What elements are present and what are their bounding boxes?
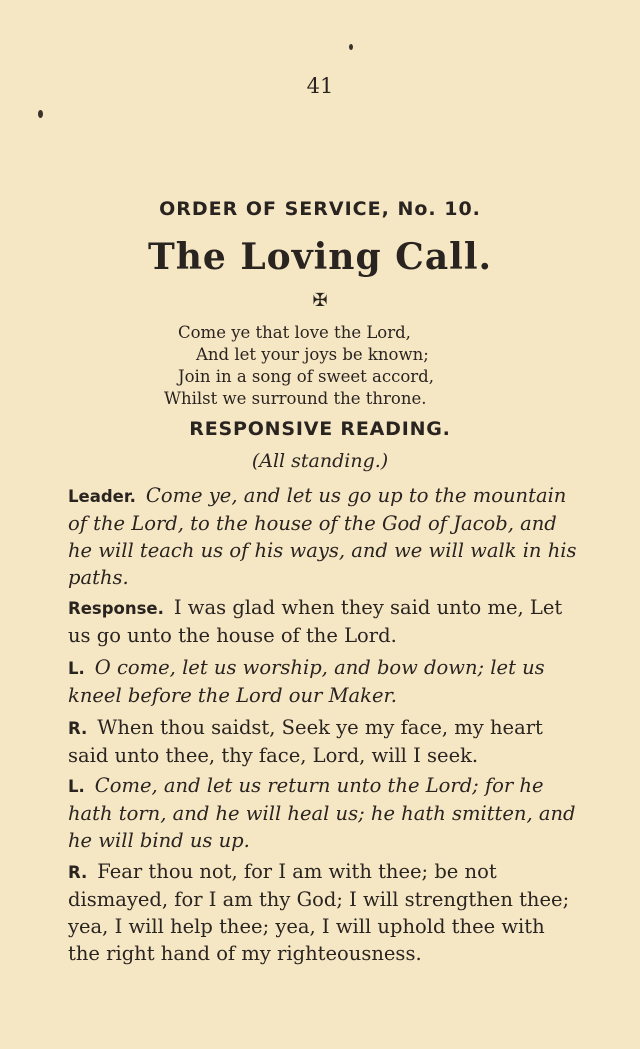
speaker-label: L. bbox=[68, 659, 85, 678]
standing-direction: (All standing.) bbox=[251, 450, 389, 472]
reading-text: When thou saidst, Seek ye my face, my heart said unto thee, thy face, Lord, will I seek. bbox=[68, 716, 543, 767]
speaker-label: Leader. bbox=[68, 487, 136, 506]
page-title: The Loving Call. bbox=[147, 236, 493, 278]
reading-text: I was glad when they said unto me, Let us go unto the house of the Lord. bbox=[68, 596, 563, 647]
responsive-reading-heading: RESPONSIVE READING. bbox=[189, 418, 451, 440]
ink-speck bbox=[349, 44, 353, 50]
reading-text: Come, and let us return unto the Lord; for he hath torn, and he will heal us; he hath smitten, and he will bind us up. bbox=[68, 774, 576, 852]
page-number: 41 bbox=[306, 74, 334, 98]
reading-leader bbox=[68, 482, 580, 591]
verse-line: Join in a song of sweet accord, bbox=[178, 367, 434, 386]
reading-response bbox=[68, 594, 580, 649]
speaker-label: R. bbox=[68, 863, 88, 882]
speaker-label: L. bbox=[68, 777, 85, 796]
verse-line: Whilst we surround the throne. bbox=[164, 389, 427, 408]
verse-line: And let your joys be known; bbox=[196, 345, 429, 364]
speaker-label: Response. bbox=[68, 599, 164, 618]
cross-ornament-icon: ✠ bbox=[312, 290, 328, 311]
reading-text: Fear thou not, for I am with thee; be not dismayed, for I am thy God; I will strengthen thee; yea, I will help thee; yea, I will uphold thee with the right hand of my righteousness. bbox=[68, 860, 570, 965]
reading-text: O come, let us worship, and bow down; let us kneel before the Lord our Maker. bbox=[68, 656, 545, 707]
verse-line: Come ye that love the Lord, bbox=[178, 323, 411, 342]
reading-leader bbox=[68, 772, 580, 854]
reading-leader bbox=[68, 654, 580, 709]
service-heading: ORDER OF SERVICE, No. 10. bbox=[159, 198, 481, 220]
speaker-label: R. bbox=[68, 719, 88, 738]
reading-response bbox=[68, 858, 580, 967]
ink-speck bbox=[38, 110, 43, 118]
reading-text: Come ye, and let us go up to the mountain of the Lord, to the house of the God of Jacob, and he will teach us of his ways, and we will walk in his paths. bbox=[68, 484, 577, 589]
reading-response bbox=[68, 714, 580, 769]
